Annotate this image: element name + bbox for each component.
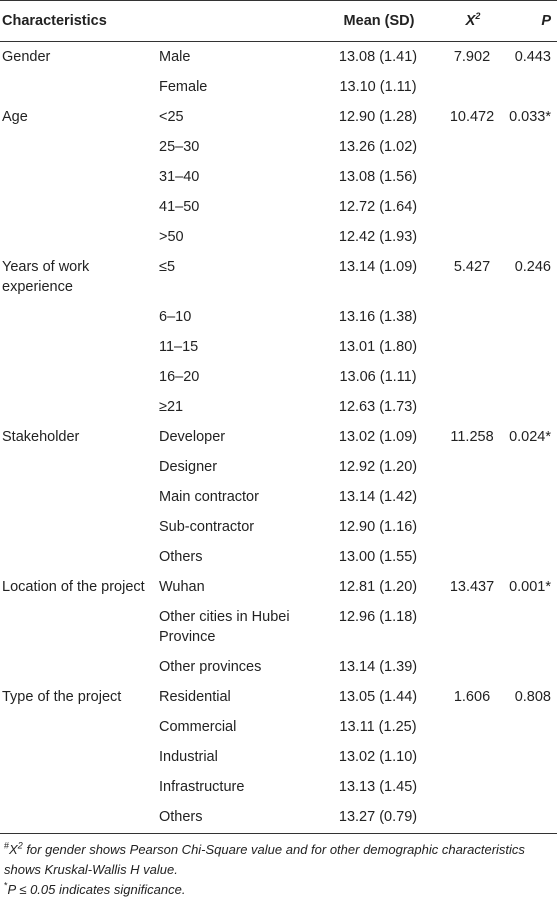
row-characteristic bbox=[0, 452, 157, 482]
row-subgroup: 41–50 bbox=[159, 199, 200, 215]
row-characteristic: Age bbox=[2, 109, 28, 125]
row-chi-square bbox=[439, 392, 505, 422]
row-chi-square bbox=[439, 332, 505, 362]
row-chi-square bbox=[439, 362, 505, 392]
row-characteristic bbox=[0, 162, 157, 192]
row-subgroup: <25 bbox=[159, 109, 184, 125]
row-characteristic bbox=[0, 302, 157, 332]
row-characteristic bbox=[0, 772, 157, 802]
header-subgroup bbox=[157, 1, 317, 42]
row-p-value: 0.246 bbox=[514, 259, 551, 275]
row-characteristic bbox=[0, 332, 157, 362]
row-mean-sd: 13.26 (1.02) bbox=[338, 139, 418, 155]
row-subgroup: 31–40 bbox=[159, 169, 200, 185]
row-characteristic bbox=[0, 482, 157, 512]
row-chi-square bbox=[439, 652, 505, 682]
row-chi-square bbox=[439, 542, 505, 572]
row-p-value bbox=[505, 302, 557, 332]
row-subgroup: 11–15 bbox=[159, 339, 199, 355]
row-mean-sd: 13.27 (0.79) bbox=[317, 802, 439, 834]
row-p-value bbox=[505, 602, 557, 652]
table-row bbox=[0, 712, 557, 742]
row-chi-square: 7.902 bbox=[453, 49, 491, 65]
header-chi-superscript: 2 bbox=[475, 11, 481, 22]
table-row bbox=[0, 742, 557, 772]
row-subgroup: 25–30 bbox=[159, 139, 200, 155]
table-row bbox=[0, 542, 557, 572]
table-row bbox=[0, 772, 557, 802]
row-p-value: 0.808 bbox=[514, 689, 551, 705]
header-row bbox=[0, 1, 557, 42]
row-mean-sd: 12.63 (1.73) bbox=[338, 399, 418, 415]
row-subgroup: Sub-contractor bbox=[159, 519, 255, 535]
row-characteristic bbox=[0, 72, 157, 102]
row-mean-sd: 12.72 (1.64) bbox=[338, 199, 418, 215]
table-row bbox=[0, 332, 557, 362]
row-mean-sd: 13.14 (1.39) bbox=[338, 659, 418, 675]
row-characteristic: Location of the project bbox=[2, 579, 145, 595]
row-chi-square bbox=[439, 452, 505, 482]
row-mean-sd: 12.81 (1.20) bbox=[338, 579, 418, 595]
row-subgroup: Designer bbox=[159, 459, 218, 475]
row-p-value bbox=[505, 742, 557, 772]
row-chi-square bbox=[439, 712, 505, 742]
footnote-chi-superscript: 2 bbox=[17, 840, 23, 851]
row-mean-sd: 13.16 (1.38) bbox=[338, 309, 418, 325]
row-chi-square bbox=[439, 192, 505, 222]
row-characteristic: Type of the project bbox=[2, 689, 122, 705]
row-chi-square bbox=[439, 132, 505, 162]
row-p-value bbox=[505, 542, 557, 572]
footnote-chi-symbol: X bbox=[9, 842, 18, 857]
row-p-value bbox=[505, 512, 557, 542]
row-characteristic bbox=[0, 742, 157, 772]
row-characteristic bbox=[0, 222, 157, 252]
footnote-chi-square bbox=[4, 840, 554, 880]
row-p-value: 0.443 bbox=[514, 49, 551, 65]
table-row bbox=[0, 162, 557, 192]
row-subgroup: Female bbox=[159, 79, 208, 95]
row-p-value bbox=[505, 192, 557, 222]
row-mean-sd: 13.13 (1.45) bbox=[338, 779, 418, 795]
table-row bbox=[0, 72, 557, 102]
footnotes bbox=[4, 840, 554, 900]
row-chi-square: 5.427 bbox=[453, 259, 491, 275]
table-row bbox=[0, 652, 557, 682]
row-subgroup: Developer bbox=[159, 429, 226, 445]
row-subgroup: Residential bbox=[159, 689, 231, 705]
row-mean-sd: 13.06 (1.11) bbox=[339, 369, 417, 385]
row-characteristic bbox=[0, 542, 157, 572]
row-characteristic bbox=[0, 802, 157, 834]
row-mean-sd: 13.08 (1.41) bbox=[338, 49, 418, 65]
footnote-significance bbox=[4, 880, 554, 900]
row-mean-sd: 13.01 (1.80) bbox=[338, 339, 418, 355]
row-subgroup: Others bbox=[159, 549, 203, 565]
row-chi-square bbox=[439, 222, 505, 252]
row-characteristic bbox=[0, 132, 157, 162]
table-body bbox=[0, 42, 557, 834]
row-p-value bbox=[505, 772, 557, 802]
row-mean-sd: 12.42 (1.93) bbox=[338, 229, 418, 245]
row-subgroup: Commercial bbox=[159, 719, 237, 735]
table-row bbox=[0, 302, 557, 332]
row-p-value bbox=[505, 452, 557, 482]
table-row bbox=[0, 102, 557, 132]
row-subgroup: ≤5 bbox=[159, 259, 176, 275]
row-subgroup: ≥21 bbox=[159, 399, 184, 415]
row-characteristic: Years of work experience bbox=[2, 259, 90, 295]
row-subgroup: 6–10 bbox=[159, 309, 192, 325]
row-p-value bbox=[505, 652, 557, 682]
table-row bbox=[0, 802, 557, 834]
row-characteristic bbox=[0, 652, 157, 682]
row-subgroup: Other cities in Hubei Province bbox=[159, 609, 290, 645]
footnote-chi-text: for gender shows Pearson Chi-Square value and for other demographic characteristics shows Kruskal-Wallis H value. bbox=[4, 842, 525, 877]
row-chi-square bbox=[439, 72, 505, 102]
table-row bbox=[0, 602, 557, 652]
row-chi-square bbox=[439, 482, 505, 512]
table-row bbox=[0, 252, 557, 302]
row-mean-sd: 13.14 (1.09) bbox=[338, 259, 418, 275]
row-p-value bbox=[505, 362, 557, 392]
table-row bbox=[0, 682, 557, 712]
row-p-value bbox=[505, 482, 557, 512]
row-p-value: 0.033* bbox=[509, 109, 551, 125]
row-chi-square bbox=[439, 772, 505, 802]
row-mean-sd: 13.05 (1.44) bbox=[338, 689, 418, 705]
row-characteristic bbox=[0, 602, 157, 652]
row-p-value bbox=[505, 162, 557, 192]
row-subgroup: 16–20 bbox=[159, 369, 200, 385]
row-mean-sd: 12.92 (1.20) bbox=[338, 459, 418, 475]
row-characteristic bbox=[0, 712, 157, 742]
row-chi-square: 10.472 bbox=[449, 109, 495, 125]
row-subgroup: Wuhan bbox=[159, 579, 205, 595]
row-chi-square bbox=[439, 602, 505, 652]
row-chi-square: 11.258 bbox=[450, 429, 494, 445]
table-row bbox=[0, 362, 557, 392]
table-row bbox=[0, 482, 557, 512]
header-chi-symbol: X bbox=[465, 13, 476, 29]
row-p-value bbox=[505, 132, 557, 162]
row-p-value: 0.001* bbox=[509, 579, 551, 595]
row-subgroup: Main contractor bbox=[159, 489, 259, 505]
row-chi-square bbox=[439, 802, 505, 834]
footnote-hash-mark: # bbox=[4, 840, 10, 851]
row-chi-square bbox=[439, 742, 505, 772]
footnote-significance-text: P ≤ 0.05 indicates significance. bbox=[7, 882, 186, 897]
row-characteristic bbox=[0, 392, 157, 422]
row-p-value bbox=[505, 222, 557, 252]
row-mean-sd: 12.96 (1.18) bbox=[338, 609, 418, 625]
row-subgroup: Male bbox=[159, 49, 191, 65]
row-mean-sd: 13.02 (1.09) bbox=[338, 429, 418, 445]
header-characteristics: Characteristics bbox=[0, 1, 157, 42]
row-characteristic: Gender bbox=[2, 49, 51, 65]
row-mean-sd: 13.10 (1.11) bbox=[339, 79, 417, 95]
row-subgroup: Others bbox=[157, 802, 317, 834]
table-row bbox=[0, 192, 557, 222]
header-chi-square bbox=[439, 1, 505, 42]
row-subgroup: Other provinces bbox=[159, 659, 262, 675]
row-mean-sd: 13.02 (1.10) bbox=[338, 749, 418, 765]
row-chi-square bbox=[439, 162, 505, 192]
row-p-value bbox=[505, 72, 557, 102]
row-characteristic bbox=[0, 362, 157, 392]
row-characteristic: Stakeholder bbox=[2, 429, 80, 445]
row-mean-sd: 12.90 (1.28) bbox=[338, 109, 418, 125]
footnote-asterisk-mark: * bbox=[4, 880, 8, 891]
row-characteristic bbox=[0, 192, 157, 222]
table-row bbox=[0, 42, 557, 73]
header-mean: Mean (SD) bbox=[317, 1, 439, 42]
row-characteristic bbox=[0, 512, 157, 542]
row-mean-sd: 13.08 (1.56) bbox=[338, 169, 418, 185]
table-row bbox=[0, 222, 557, 252]
row-mean-sd: 13.11 (1.25) bbox=[339, 719, 417, 735]
row-chi-square bbox=[439, 302, 505, 332]
row-p-value: 0.024* bbox=[509, 429, 551, 445]
table-row bbox=[0, 452, 557, 482]
table-row bbox=[0, 132, 557, 162]
row-subgroup: Infrastructure bbox=[159, 779, 245, 795]
row-mean-sd: 13.14 (1.42) bbox=[338, 489, 418, 505]
row-p-value bbox=[505, 332, 557, 362]
table-row bbox=[0, 572, 557, 602]
row-chi-square: 1.606 bbox=[453, 689, 491, 705]
row-p-value bbox=[505, 392, 557, 422]
table-row bbox=[0, 512, 557, 542]
row-chi-square bbox=[439, 512, 505, 542]
row-subgroup: Industrial bbox=[159, 749, 218, 765]
row-subgroup: >50 bbox=[159, 229, 184, 245]
row-p-value bbox=[505, 802, 557, 834]
header-p: P bbox=[505, 1, 557, 42]
row-chi-square: 13.437 bbox=[449, 579, 495, 595]
table-row bbox=[0, 392, 557, 422]
table-row bbox=[0, 422, 557, 452]
row-mean-sd: 12.90 (1.16) bbox=[338, 519, 418, 535]
row-mean-sd: 13.00 (1.55) bbox=[338, 549, 418, 565]
row-p-value bbox=[505, 712, 557, 742]
